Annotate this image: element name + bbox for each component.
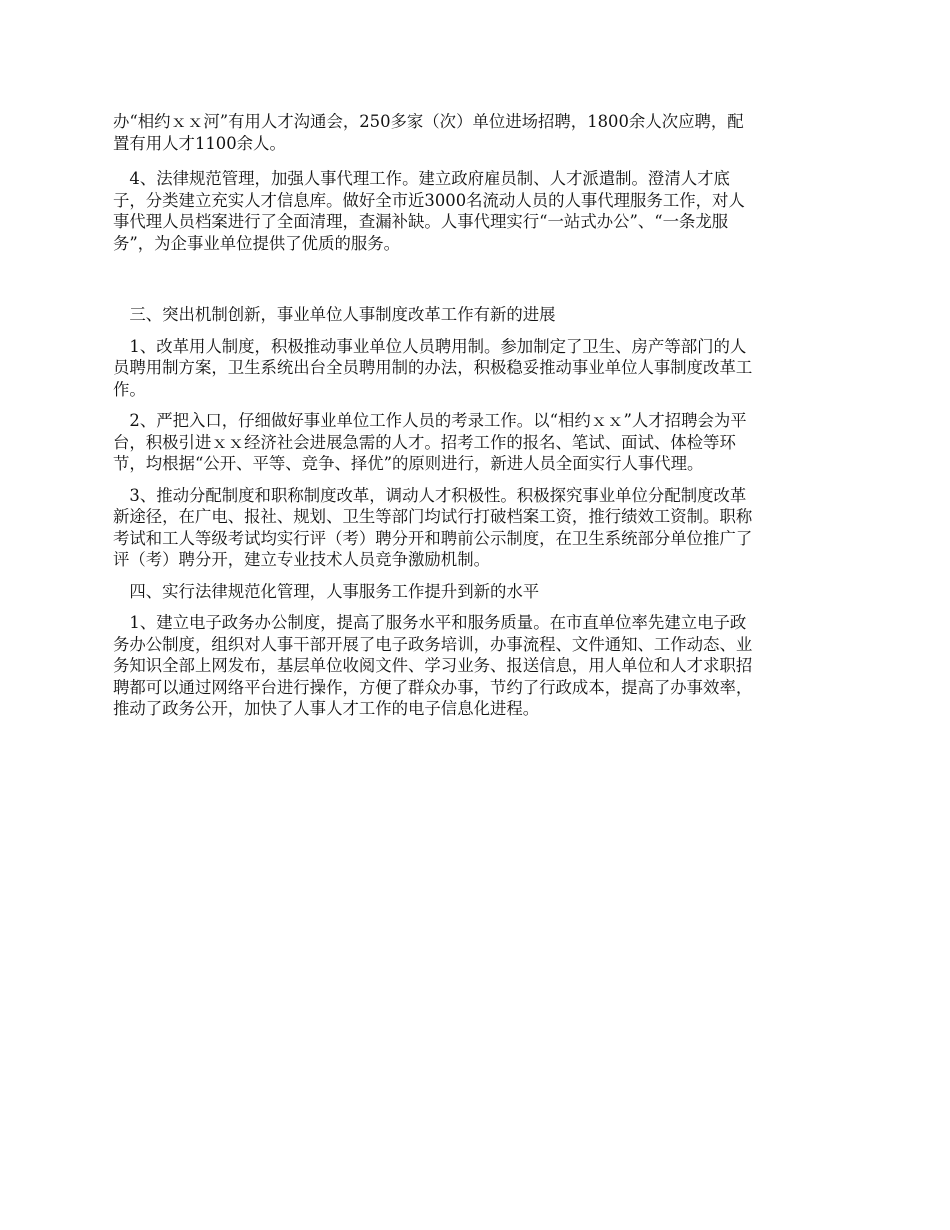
paragraph-distribution-reform: 3、推动分配制度和职称制度改革，调动人才积极性。积极探究事业单位分配制度改革 新途径，在广电、报社、规划、卫生等部门均试行打破档案工资，推行绩效工资制。职称 考试和工人等级考试均实行评（考）聘分开和聘前公示制度，在卫生系统部分单位推广了 评（考）聘分开，建立专业技术人员竞争激励机制。 — [113, 485, 753, 569]
paragraph-e-government: 1、建立电子政务办公制度，提高了服务水平和服务质量。在市直单位率先建立电子政 务办公制度，组织对人事干部开展了电子政务培训，办事流程、文件通知、工作动态、业 务知识全部上网发布，基层单位收阅文件、学习业务、报送信息，用人单位和人才求职招 聘都可以通过网络平台进行操作，方便了群众办事，节约了行政成本，提高了办事效率， 推动了政务公开，加快了人事人才工作的电子信息化进程。 — [113, 613, 753, 718]
paragraph-recruitment: 2、严把入口，仔细做好事业单位工作人员的考录工作。以“相约ｘｘ”人才招聘会为平 台，积极引进ｘｘ经济社会进展急需的人才。招考工作的报名、笔试、面试、体检等环 节，均根据“公开、平等、竞争、择优”的原则进行，新进人员全面实行人事代理。 — [113, 411, 747, 473]
paragraph-talent-fair: 办“相约ｘｘ河”有用人才沟通会，250多家（次）单位进场招聘，1800余人次应聘，配 置有用人才1100余人。 — [113, 112, 744, 153]
document-body — [113, 111, 833, 730]
section-heading-3: 三、突出机制创新，事业单位人事制度改革工作有新的进展 — [113, 305, 556, 324]
section-heading-4: 四、实行法律规范化管理，人事服务工作提升到新的水平 — [113, 581, 540, 601]
paragraph-employment-reform: 1、改革用人制度，积极推动事业单位人员聘用制。参加制定了卫生、房产等部门的人 员聘用制方案，卫生系统出台全员聘用制的办法，积极稳妥推动事业单位人事制度改革工 作。 — [113, 336, 753, 399]
paragraph-personnel-agency: 4、法律规范管理，加强人事代理工作。建立政府雇员制、人才派遣制。澄清人才底 子，分类建立充实人才信息库。做好全市近3000名流动人员的人事代理服务工作，对人 事代理人员档案进行了全面清理，查漏补缺。人事代理实行“一站式办公”、“一条龙服 务”，为企事业单位提供了优质的服务。 — [113, 169, 745, 253]
